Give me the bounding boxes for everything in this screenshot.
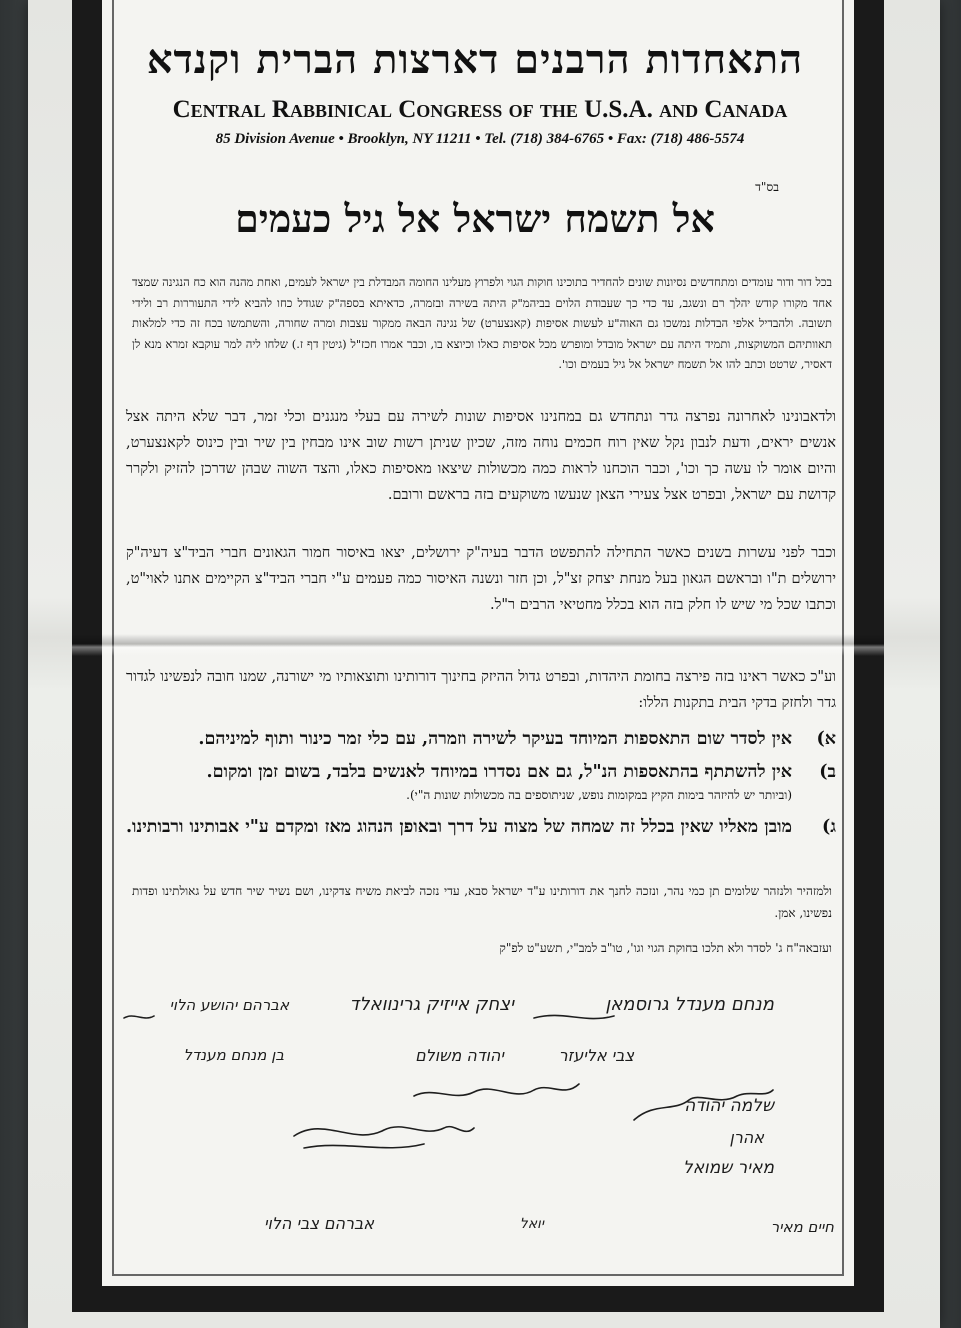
signature-11: יואל <box>519 1216 544 1232</box>
letterhead-address: 85 Division Avenue • Brooklyn, NY 11211 • Tel. (718) 384-6765 • Fax: (718) 486-5574 <box>215 131 745 147</box>
headline: אל תשמח ישראל אל גיל כעמים <box>235 196 715 241</box>
closing-blessing: ולמזהיר ולנזהר שלומים תן כמי נהר, ונזכה לחנך את דורותינו ע"ד ישראל סבא, עדי נזכה לביאת משיח צדקינו, ושם נשיר שיר חדש על גאולתינו ופדות נפשינו, אמן. <box>132 884 832 920</box>
signature-2: יצחק אייזיק גרינוואלד <box>349 994 514 1015</box>
signature-1: מנחם מענדל גרוסמאן <box>605 994 774 1015</box>
signature-8: אהרן <box>729 1128 764 1147</box>
rule-letter: ב) <box>819 762 836 782</box>
signature-4: יהודה משולם <box>415 1046 504 1065</box>
rule-text: מובן מאליו שאין בכלל זה שמחה של מצוה על דרך ובאופן הנהוג מאז ומקדם ע"י אבותינו ורבותינו. <box>125 817 792 837</box>
rule-letter: א) <box>816 729 836 749</box>
rule-text: אין לסדר שום התאספות המיוחד בעיקר לשירה וזמרה, עם כלי זמר כינור ותוף למיניהם. <box>198 729 792 749</box>
signature-5: צבי אליעזר <box>558 1046 634 1065</box>
signature-9: מאיר שמואל <box>683 1158 774 1178</box>
rule-a <box>106 726 836 753</box>
bsd-mark: בס"ד <box>755 180 779 194</box>
letterhead-hebrew-name: התאחדות הרבנים דארצות הברית וקנדא <box>146 36 804 83</box>
signatures-area <box>114 988 844 1288</box>
paper-fold <box>72 634 884 656</box>
signature-3: אברהם יהושע הלוי <box>169 996 289 1014</box>
signature-6: בן מנחם מענדל <box>183 1046 284 1064</box>
rule-c <box>106 814 836 841</box>
rule-b-note: (וביותר יש להיזהר בימות הקיץ במקומות נופש, שניתוספים בה מכשולות שונות ה"י). <box>406 788 792 802</box>
rule-letter: ג) <box>821 817 836 837</box>
date-line: ועזבאה"ח ג' לסדר ולא תלכו בחוקת הגוי וגו', טו"ב למב"י, תשע"ט לפ"ק <box>499 941 832 955</box>
letterhead-english-name: Central Rabbinical Congress of the U.S.A. and Canada <box>172 96 788 123</box>
paragraph-1: בכל דור ודור עומדים ומתחדשים נסיונות שונים להחדיר בתוכינו חוקות הגוי ולפרוץ מעלינו החומה המבדלת בין ישראל לעמים, ואחת מהנה הוא כח הנגינה שמצד אחד מקורו קודש יהלך רם ונשגב, עד כדי כך שעבודת הלוים בביהמ"ק היתה בשירה ובזמרה, כדאיתא בספה"ק שגודל כחו להביא לידי התעוררות רב ולידי תשובה. ולהבדיל אלפי הבדלות נמשכו גם האוה"ע לעשות אסיפות (קאנצערט) של נגינה הבאה ממקור עצבות ומרה שחורה, והשתמשו בכח זה כדי למלאות תאוותיהם המשוקצות, ותמיד היתה עם ישראל מובדל ומופרש מכל אסיפות כאלו וכיוצא בו, וכבר אמרו חכז"ל (גיטין דף ז.) שלחו ליה למר עוקבא זמרא מנא לן דאסיר, שרטט וכתב להו אל תשמח ישראל אל גיל בעמים וכו'. <box>132 275 832 371</box>
paragraph-4: וע"כ כאשר ראינו בזה פירצה בחומת היהדות, ובפרט גדול ההיזק בחינוך דורותינו ותוצאותיו מי ישורנה, שמנו חובה לנפשינו לגדור גדר ולחזק בדקי הבית בתקנות הללו: <box>126 669 836 711</box>
rule-b <box>106 759 836 786</box>
rule-text: אין להשתתף בהתאספות הנ"ל, גם אם נסדרו במיוחד לאנשים בלבד, בשום זמן ומקום. <box>206 762 792 782</box>
signature-10: חיים מאיר <box>770 1218 834 1236</box>
signature-12: אברהם צבי הלוי <box>263 1214 374 1233</box>
paragraph-3: וכבר לפני עשרות בשנים כאשר התחילה להתפשט הדבר בעיה"ק ירושלים, יצאו באיסור חמור הגאונים חברי הביד"צ דעיה"ק ירושלים ת"ו ובראשם הגאון בעל מנחת יצחק זצ"ל, וכן חזר ונשנה האיסור כמה פעמים ע"י חברי הביד"צ הקיימים אתנו לאוי"ט, וכתבו שכל מי שיש לו חלק בזה הוא בכלל מחטיאי הרבים ר"ל. <box>126 545 836 613</box>
rules-list <box>106 726 836 841</box>
signature-7: שלמה יהודה <box>684 1096 774 1116</box>
paragraph-2: ולדאבונינו לאחרונה נפרצה גדר ונתחדש גם במחנינו אסיפות שונות לשירה עם בעלי מנגנים וכלי זמר, דבר שלא היתה אצל אנשים יראים, ודעת לנבון נקל שאין רוח חכמים נוחה מזה, שכיון שניתן רשות שוב אינו מבחין בין שיר ובין כינוס לקאנצערט, והיום אומר לו עשה כך וכו', וכבר הוכחנו לראות כמה מכשולות שיצאו מאסיפות כאלו, והצד השוה שבהן שדרכן להזיק ולקרר קדושת עם ישראל, ובפרט אצל צעירי הצאן שנעשו משוקעים בזה בראשם ורובם. <box>126 409 836 503</box>
